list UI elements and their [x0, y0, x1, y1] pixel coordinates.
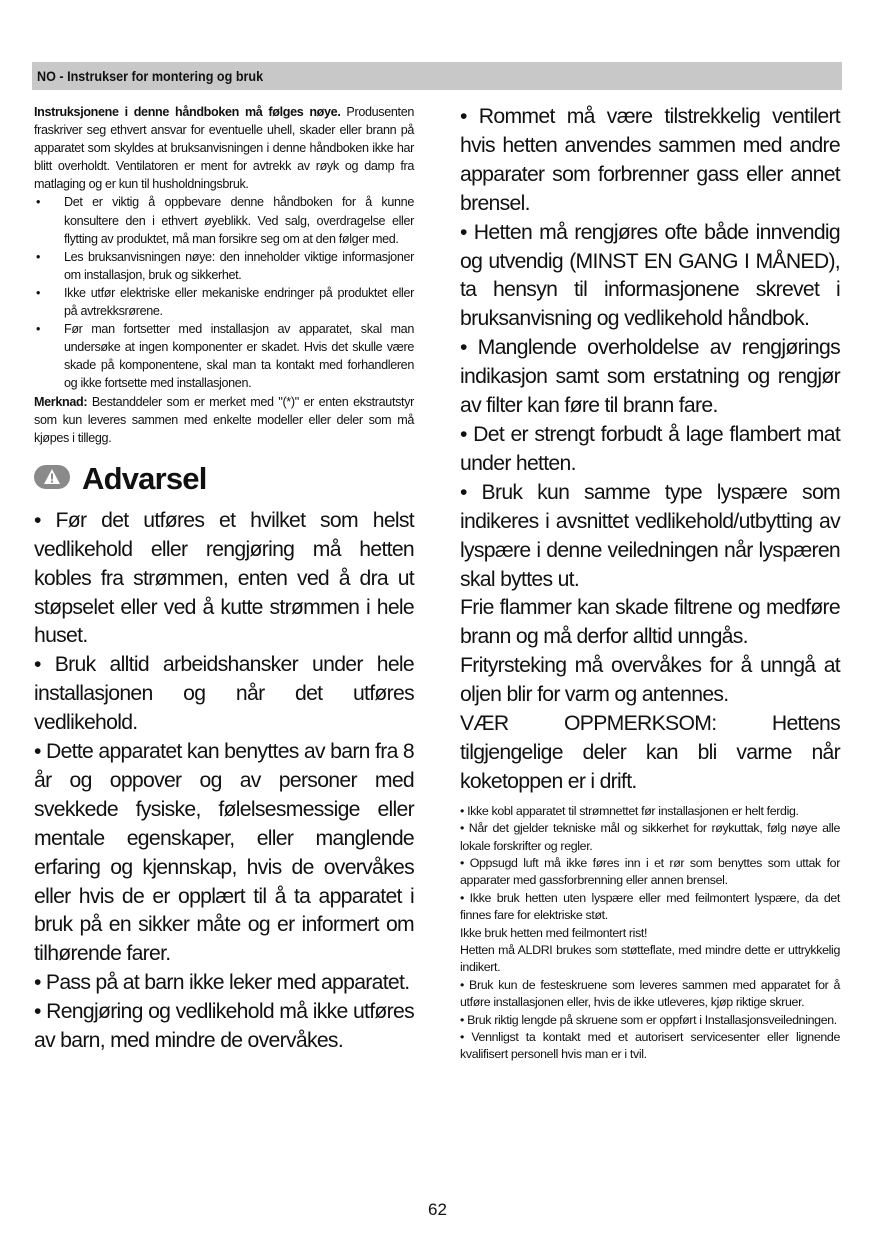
intro-lead-text: Produsenten fraskriver seg ethvert ansvar for eventuelle uhell, skader eller brann på apparatet som skyldes at bruksanvisningen i denne håndboken ikke har blitt overholdt. Ventilatoren er ment for avtrekk av røyk og damp fra matlaging og er kun til husholdningsbruk.: [34, 105, 414, 192]
safety-small-text: [460, 803, 840, 1064]
intro-bullet: • Før man fortsetter med installasjon av apparatet, skal man undersøke at ingen komponenter er skadet. Hvis det skulle være skade på komponentene, skal man ta kontakt med forhandleren og ikke fortsette med installasjonen.: [34, 320, 414, 392]
warning-paragraph: • Bruk alltid arbeidshansker under hele installasjonen og når det utføres vedlikehold.: [34, 653, 414, 735]
intro-paragraph: [34, 103, 414, 193]
note-label: Merknad:: [34, 394, 88, 409]
warning-paragraph: • Dette apparatet kan benyttes av barn fra 8 år og oppover og av personer med svekkede fysiske, følelsesmessige eller mentale egenskaper, eller manglende erfaring og kjennskap, hvis de overvåkes eller hvis de er opplært til å ta apparatet i bruk på en sikker måte og er informert om tilhørende farer.: [34, 740, 414, 966]
safety-note: • Bruk kun de festeskruene som leveres sammen med apparatet for å utføre installasjonen eller, hvis de ikke utleveres, kjøp riktige skruer.: [460, 977, 840, 1010]
note-paragraph: [34, 393, 414, 447]
safety-note: • Ikke kobl apparatet til strømnettet før installasjonen er helt ferdig.: [460, 803, 799, 818]
warning-body: [34, 507, 414, 1056]
safety-note: • Ikke bruk hetten uten lyspære eller med feilmontert lyspære, da det finnes fare for elektriske støt.: [460, 890, 840, 923]
intro-bullet: • Det er viktig å oppbevare denne håndboken for å kunne konsultere den i ethvert øyeblikk. Ved salg, overdragelse eller flytting av produktet, må man forsikre seg om at den følger med.: [34, 193, 414, 247]
note-text: Bestanddeler som er merket med "(*)" er enten ekstrautstyr som kun leveres sammen med enkelte modeller eller deler som må kjøpes i tillegg.: [34, 394, 414, 445]
safety-large-text: [460, 103, 840, 797]
warning-title: Advarsel: [82, 460, 207, 496]
warning-heading: [34, 459, 414, 503]
intro-section: [34, 103, 414, 447]
warning-icon: [34, 465, 70, 489]
warning-paragraph: • Før det utføres et hvilket som helst vedlikehold eller rengjøring må hetten kobles fra strømmen, enten ved å dra ut støpselet eller ved å kutte strømmen i hele huset.: [34, 508, 414, 648]
safety-paragraph: • Rommet må være tilstrekkelig ventilert hvis hetten anvendes sammen med andre apparater som forbrenner gass eller annet brensel.: [460, 105, 840, 215]
safety-note: • Bruk riktig lengde på skruene som er oppført i Installasjonsveiledningen.: [460, 1012, 837, 1027]
safety-paragraph: • Bruk kun samme type lyspære som indikeres i avsnittet vedlikehold/utbytting av lyspære i denne veiledningen når lyspæren skal byttes ut.: [460, 480, 840, 591]
warning-paragraph: • Rengjøring og vedlikehold må ikke utføres av barn, med mindre de overvåkes.: [34, 1000, 414, 1053]
safety-note: • Når det gjelder tekniske mål og sikkerhet for røykuttak, følg nøye alle lokale forskrifter og regler.: [460, 821, 840, 853]
safety-note: • Vennligst ta kontakt med et autorisert servicesenter eller lignende kvalifisert personell hvis man er i tvil.: [460, 1030, 840, 1062]
section-title: NO - Instrukser for montering og bruk: [37, 68, 264, 84]
intro-bullet: • Les bruksanvisningen nøye: den inneholder viktige informasjoner om installasjon, bruk og sikkerhet.: [34, 248, 414, 284]
intro-bullet: • Ikke utfør elektriske eller mekaniske endringer på produktet eller på avtrekksrørene.: [34, 284, 414, 320]
safety-note: • Oppsugd luft må ikke føres inn i et rør som benyttes som uttak for apparater med gassforbrenning eller annen brensel.: [460, 855, 840, 888]
safety-note: Hetten må ALDRI brukes som støtteflate, med mindre dette er uttrykkelig indikert.: [460, 943, 840, 975]
right-column: [460, 103, 840, 1064]
section-header: [32, 62, 842, 90]
page-number: 62: [428, 1200, 447, 1219]
intro-lead-bold: Instruksjonene i denne håndboken må følges nøye.: [34, 105, 341, 119]
safety-paragraph: • Det er strengt forbudt å lage flambert mat under hetten.: [460, 422, 840, 475]
intro-bullet-list: [34, 193, 414, 392]
safety-paragraph: • Hetten må rengjøres ofte både innvendig og utvendig (MINST EN GANG I MÅNED), ta hensyn til informasjonene skrevet i bruksanvisning og vedlikehold håndbok.: [460, 220, 840, 331]
safety-note: Ikke bruk hetten med feilmontert rist!: [460, 925, 648, 940]
left-column: [34, 103, 414, 1056]
safety-paragraph: • Manglende overholdelse av rengjørings indikasjon samt som erstatning og rengjør av filter kan føre til brann fare.: [460, 336, 840, 418]
safety-paragraph: VÆR OPPMERKSOM: Hettens tilgjengelige deler kan bli varme når koketoppen er i drift.: [460, 712, 840, 793]
safety-paragraph: Frie flammer kan skade filtrene og medføre brann og må derfor alltid unngås.: [460, 596, 840, 649]
safety-paragraph: Frityrsteking må overvåkes for å unngå at oljen blir for varm og antennes.: [460, 654, 840, 707]
warning-paragraph: • Pass på at barn ikke leker med apparatet.: [34, 971, 410, 995]
